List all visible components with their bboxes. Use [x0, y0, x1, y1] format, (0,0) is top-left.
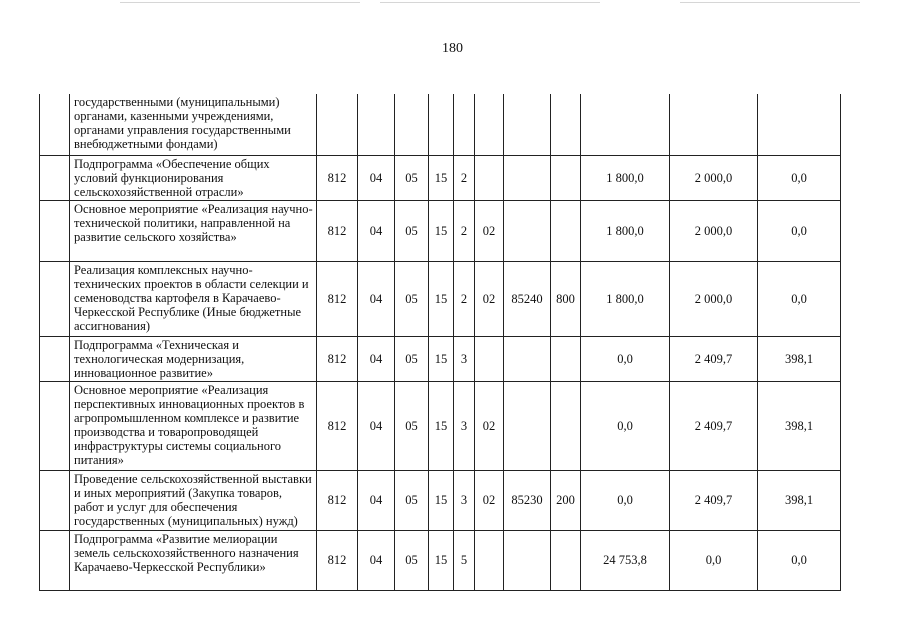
- program-code-cell: 15: [429, 336, 454, 381]
- ministry-code-cell: 812: [317, 155, 358, 200]
- amount-year1-cell: 24 753,8: [581, 530, 670, 590]
- section-code-cell: 04: [358, 530, 395, 590]
- amount-year1-cell: [581, 94, 670, 155]
- table-row: [40, 470, 841, 530]
- event-code-cell: 02: [475, 261, 504, 336]
- event-code-cell: [475, 94, 504, 155]
- direction-code-cell: 85230: [504, 470, 551, 530]
- scan-artifact-line: [680, 2, 860, 3]
- program-code-cell: 15: [429, 530, 454, 590]
- row-number-cell: [40, 261, 70, 336]
- table-row: [40, 94, 841, 155]
- ministry-code-cell: 812: [317, 336, 358, 381]
- subprogram-code-cell: 3: [454, 336, 475, 381]
- program-code-cell: 15: [429, 200, 454, 261]
- row-number-cell: [40, 200, 70, 261]
- event-code-cell: 02: [475, 381, 504, 470]
- section-code-cell: [358, 94, 395, 155]
- amount-year3-cell: 0,0: [758, 530, 841, 590]
- name-cell: Проведение сельскохозяйственной выставки и иных мероприятий (Закупка товаров, работ и услуг для обеспечения государственных (муниципальных) нужд): [70, 470, 317, 530]
- table-body: [40, 94, 841, 590]
- subprogram-code-cell: 2: [454, 200, 475, 261]
- row-number-cell: [40, 94, 70, 155]
- ministry-code-cell: 812: [317, 470, 358, 530]
- amount-year2-cell: 2 000,0: [670, 261, 758, 336]
- direction-code-cell: [504, 94, 551, 155]
- event-code-cell: [475, 530, 504, 590]
- table-row: [40, 336, 841, 381]
- program-code-cell: 15: [429, 155, 454, 200]
- section-code-cell: 04: [358, 200, 395, 261]
- direction-code-cell: [504, 155, 551, 200]
- page-number: 180: [442, 41, 463, 56]
- amount-year2-cell: 2 409,7: [670, 336, 758, 381]
- subprogram-code-cell: [454, 94, 475, 155]
- expense-type-cell: [551, 200, 581, 261]
- subprogram-code-cell: 3: [454, 470, 475, 530]
- amount-year3-cell: 0,0: [758, 155, 841, 200]
- subprogram-code-cell: 2: [454, 261, 475, 336]
- subprogram-code-cell: 5: [454, 530, 475, 590]
- ministry-code-cell: 812: [317, 261, 358, 336]
- subsection-code-cell: 05: [395, 530, 429, 590]
- program-code-cell: 15: [429, 261, 454, 336]
- table-row: [40, 155, 841, 200]
- ministry-code-cell: 812: [317, 530, 358, 590]
- amount-year2-cell: 2 000,0: [670, 155, 758, 200]
- amount-year2-cell: 0,0: [670, 530, 758, 590]
- subsection-code-cell: 05: [395, 261, 429, 336]
- name-cell: Подпрограмма «Техническая и технологическая модернизация, инновационное развитие»: [70, 336, 317, 381]
- amount-year3-cell: 0,0: [758, 200, 841, 261]
- program-code-cell: 15: [429, 470, 454, 530]
- amount-year2-cell: 2 000,0: [670, 200, 758, 261]
- amount-year1-cell: 0,0: [581, 336, 670, 381]
- direction-code-cell: [504, 381, 551, 470]
- subsection-code-cell: [395, 94, 429, 155]
- budget-table: [39, 94, 841, 591]
- amount-year3-cell: 398,1: [758, 336, 841, 381]
- expense-type-cell: [551, 530, 581, 590]
- row-number-cell: [40, 336, 70, 381]
- amount-year3-cell: [758, 94, 841, 155]
- section-code-cell: 04: [358, 470, 395, 530]
- expense-type-cell: 200: [551, 470, 581, 530]
- amount-year3-cell: 0,0: [758, 261, 841, 336]
- section-code-cell: 04: [358, 381, 395, 470]
- amount-year3-cell: 398,1: [758, 381, 841, 470]
- amount-year1-cell: 0,0: [581, 470, 670, 530]
- direction-code-cell: [504, 530, 551, 590]
- amount-year3-cell: 398,1: [758, 470, 841, 530]
- amount-year2-cell: [670, 94, 758, 155]
- row-number-cell: [40, 470, 70, 530]
- subsection-code-cell: 05: [395, 381, 429, 470]
- ministry-code-cell: 812: [317, 381, 358, 470]
- scan-artifact-line: [120, 2, 360, 3]
- name-cell: Подпрограмма «Обеспечение общих условий функционирования сельскохозяйственной отрасли»: [70, 155, 317, 200]
- name-cell: Реализация комплексных научно-технических проектов в области селекции и семеноводства картофеля в Карачаево-Черкесской Республике (Иные бюджетные ассигнования): [70, 261, 317, 336]
- subsection-code-cell: 05: [395, 200, 429, 261]
- amount-year1-cell: 1 800,0: [581, 200, 670, 261]
- subsection-code-cell: 05: [395, 336, 429, 381]
- table-row: [40, 381, 841, 470]
- direction-code-cell: [504, 200, 551, 261]
- amount-year1-cell: 0,0: [581, 381, 670, 470]
- scan-artifact-line: [380, 2, 600, 3]
- amount-year2-cell: 2 409,7: [670, 470, 758, 530]
- event-code-cell: [475, 336, 504, 381]
- subsection-code-cell: 05: [395, 155, 429, 200]
- expense-type-cell: [551, 155, 581, 200]
- ministry-code-cell: 812: [317, 200, 358, 261]
- program-code-cell: [429, 94, 454, 155]
- row-number-cell: [40, 381, 70, 470]
- subprogram-code-cell: 3: [454, 381, 475, 470]
- name-cell: Подпрограмма «Развитие мелиорации земель сельскохозяйственного назначения Карачаево-Черкесской Республики»: [70, 530, 317, 590]
- expense-type-cell: 800: [551, 261, 581, 336]
- amount-year2-cell: 2 409,7: [670, 381, 758, 470]
- direction-code-cell: [504, 336, 551, 381]
- subprogram-code-cell: 2: [454, 155, 475, 200]
- table-row: [40, 200, 841, 261]
- name-cell: Основное мероприятие «Реализация перспективных инновационных проектов в агропромышленном комплексе и развитие производства и товаропроводящей инфраструктуры системы социального питания»: [70, 381, 317, 470]
- event-code-cell: 02: [475, 200, 504, 261]
- event-code-cell: 02: [475, 470, 504, 530]
- subsection-code-cell: 05: [395, 470, 429, 530]
- name-cell: государственными (муниципальными) органами, казенными учреждениями, органами управления государственными внебюджетными фондами): [70, 94, 317, 155]
- row-number-cell: [40, 530, 70, 590]
- row-number-cell: [40, 155, 70, 200]
- program-code-cell: 15: [429, 381, 454, 470]
- amount-year1-cell: 1 800,0: [581, 261, 670, 336]
- table-row: [40, 530, 841, 590]
- section-code-cell: 04: [358, 155, 395, 200]
- name-cell: Основное мероприятие «Реализация научно-технической политики, направленной на развитие сельского хозяйства»: [70, 200, 317, 261]
- section-code-cell: 04: [358, 336, 395, 381]
- expense-type-cell: [551, 336, 581, 381]
- direction-code-cell: 85240: [504, 261, 551, 336]
- ministry-code-cell: [317, 94, 358, 155]
- section-code-cell: 04: [358, 261, 395, 336]
- amount-year1-cell: 1 800,0: [581, 155, 670, 200]
- expense-type-cell: [551, 94, 581, 155]
- event-code-cell: [475, 155, 504, 200]
- table-row: [40, 261, 841, 336]
- expense-type-cell: [551, 381, 581, 470]
